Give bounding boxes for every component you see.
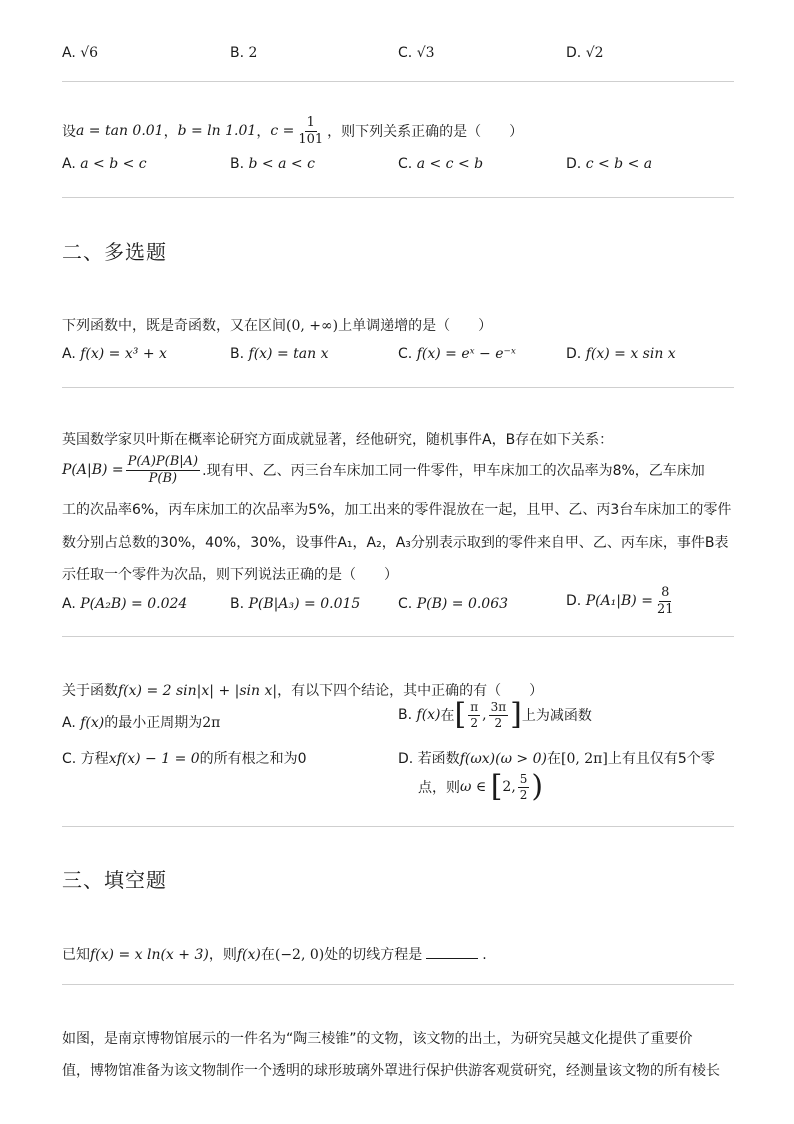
divider [62,984,734,985]
option-c: C. √3 [398,45,435,61]
option-d-continued: 点，则 ω ∈ [ 2, $\frac{5}{2}$ ) [418,769,544,804]
question-stem: 设 a = tan 0.01 ， b = ln 1.01 ， c = $\frac{1}{101}$ ，则下列关系正确的是（ ） [62,115,524,147]
divider [62,826,734,827]
question-stem: 下列函数中，既是奇函数，又在区间(0, +∞)上单调递增的是（ ） [62,318,493,334]
fraction: $\frac{8}{21}$ [656,585,674,617]
option-text: √6 [80,45,99,61]
fraction: $\frac{\pi}{2}$ [470,699,479,730]
option-c: C. a < c < b [398,156,484,172]
section-heading: 三、填空题 [62,868,167,892]
option-a: A. P(A₂B) = 0.024 [62,596,188,612]
fraction: $\frac{1}{101}$ [298,115,324,147]
option-c: C. f(x) = eˣ − e⁻ˣ [398,346,516,362]
question-stem: 英国数学家贝叶斯在概率论研究方面成就显著，经他研究，随机事件A，B存在如下关系： [62,432,614,448]
option-b: B. f(x) 在 [ $\frac{\pi}{2}$ , $\frac{3\pi}{2}$ ] 上为减函数 [398,697,592,732]
option-c: C. P(B) = 0.063 [398,596,509,612]
fraction: $\frac{5}{2}$ [519,771,528,802]
divider [62,387,734,388]
option-c: C. 方程xf(x) − 1 = 0的所有根之和为0 [62,751,307,767]
option-d: D. c < b < a [566,156,653,172]
option-a: A. a < b < c [62,156,147,172]
option-a: A. f(x)的最小正周期为2π [62,715,221,731]
question-stem: 数分别占总数的30%，40%，30%，设事件A₁，A₂，A₃分别表示取到的零件来自甲、乙、丙车床，事件B表 [62,535,729,551]
option-b: B. b < a < c [230,156,315,172]
question-stem: 工的次品率6%，丙车床加工的次品率为5%，加工出来的零件混放在一起，且甲、乙、丙3台车床加工的零件 [62,502,732,518]
option-text: √3 [416,45,435,61]
question-stem: 如图，是南京博物馆展示的一件名为“陶三棱锥”的文物，该文物的出土，为研究吴越文化提供了重要价 [62,1031,693,1047]
question-stem: 示任取一个零件为次品，则下列说法正确的是（ ） [62,567,398,583]
question-stem: 值，博物馆准备为该文物制作一个透明的球形玻璃外罩进行保护供游客观赏研究，经测量该文物的所有棱长 [62,1063,720,1079]
option-b: B. 2 [230,45,258,61]
option-b: B. f(x) = tan x [230,346,329,362]
option-d: D. 若函数f(ωx)(ω > 0)在[0, 2π]上有且仅有5个零 [398,751,715,767]
fraction: $\frac{P(A)P(B|A)}{P(B)}$ [127,454,199,486]
question-stem: 关于函数f(x) = 2 sin|x| + |sin x|，有以下四个结论，其中正确的有（ ） [62,683,544,699]
divider [62,81,734,82]
question-stem: P(A|B) = $\frac{P(A)P(B|A)}{P(B)}$ .现有甲、乙、丙三台车床加工同一件零件，甲车床加工的次品率为8%，乙车床加 [62,454,705,486]
answer-blank[interactable] [426,958,478,959]
divider [62,636,734,637]
divider [62,197,734,198]
option-text: √2 [585,45,604,61]
fraction: $\frac{3\pi}{2}$ [490,699,507,730]
option-text: 2 [248,45,258,61]
option-d: D. f(x) = x sin x [566,346,676,362]
question-stem: 已知f(x) = x ln(x + 3)，则f(x)在(−2, 0)处的切线方程是 . [62,947,487,963]
option-d: D. √2 [566,45,604,61]
section-heading: 二、多选题 [62,240,167,264]
option-b: B. P(B|A₃) = 0.015 [230,596,361,612]
option-a: A. √6 [62,45,99,61]
option-d: D. P(A₁|B) = $\frac{8}{21}$ [566,585,674,617]
option-a: A. f(x) = x³ + x [62,346,167,362]
